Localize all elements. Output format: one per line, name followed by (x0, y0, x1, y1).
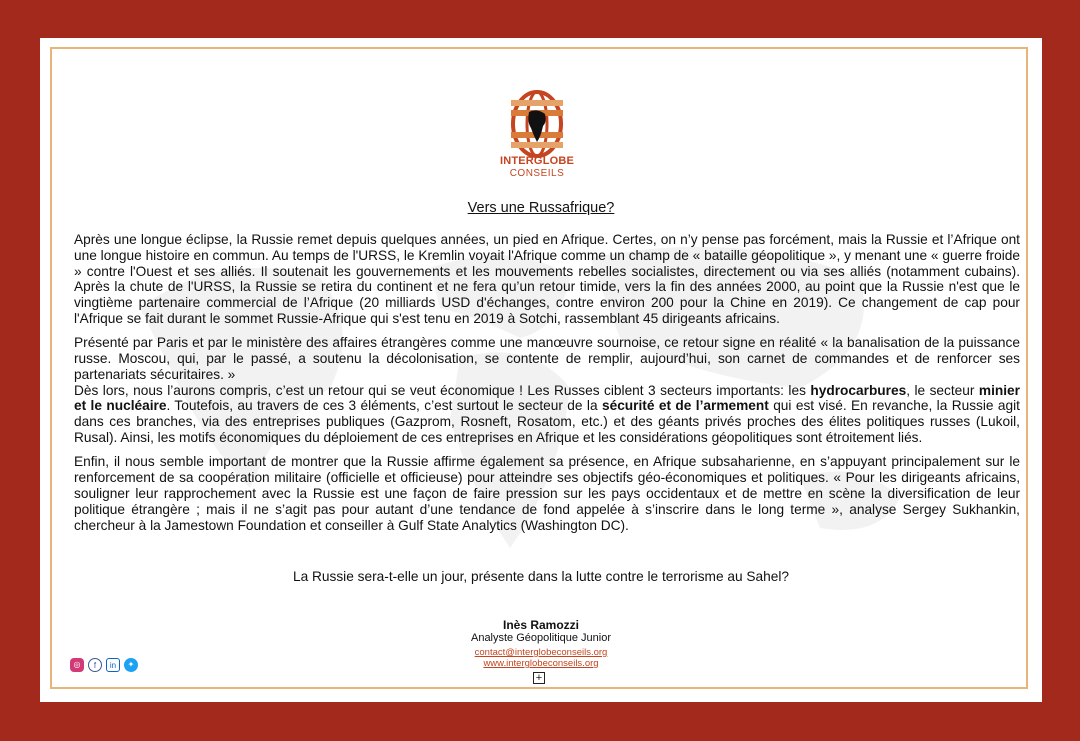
brand-name: INTERGLOBE (499, 155, 575, 167)
website-link[interactable]: www.interglobeconseils.org (483, 658, 599, 669)
linkedin-icon[interactable]: in (106, 658, 120, 672)
instagram-icon[interactable]: ◎ (70, 658, 84, 672)
social-links (70, 658, 138, 672)
article-title: Vers une Russafrique? (467, 200, 615, 216)
paragraph-presentation: Présenté par Paris et par le ministère des affaires étrangères comme une manœuvre sournoise, ce retour signe en réalité « la banalisation de la puissance russe. Moscou, qui, par le passé, a soutenu la décolonisation, se contente de remplir, aujourd’hui, son carnet de commandes et de renforcer ses partenariats sécuritaires. » (74, 335, 1020, 382)
author-name: Inès Ramozzi (502, 618, 580, 632)
document-card (40, 38, 1042, 702)
article-body (74, 232, 1020, 542)
twitter-icon[interactable]: ✦ (124, 658, 138, 672)
bold-securite-armement: sécurité et de l’armement (601, 398, 769, 414)
paragraph-intro: Après une longue éclipse, la Russie remet depuis quelques années, un pied en Afrique. Certes, on n’y pense pas forcément, mais la Russie et l’Afrique ont une longue histoire en commun. Au temps de l'URSS, le Kremlin voyait l'Afrique comme un champ de « bataille géopolitique », y menant une « guerre froide » contre l'Ouest et ses alliés. Il soutenait les gouvernements et les mouvements rebelles socialistes, directement ou via ses alliés (notamment cubains). Après la chute de l'URSS, la Russie se retira du continent et ne fera qu’un retour timide, vers la fin des années 2000, au point que la Russie n'est que le vingtième partenaire commercial de l’Afrique (20 milliards USD d'échanges, contre environ 200 pour la Chine en 2019). Ce changement de cap pour l'Afrique se fait durant le sommet Russie-Afrique qui s'est tenu en 2019 à Sotchi, rassemblant 45 dirigeants africains. (74, 232, 1020, 326)
brand-subtitle: CONSEILS (509, 168, 565, 179)
bold-hydrocarbures: hydrocarbures (810, 382, 907, 398)
paragraph-military: Enfin, il nous semble important de montrer que la Russie affirme également sa présence, en Afrique subsaharienne, en s’appuyant principalement sur le renforcement de sa coopération militaire (officielle et officieuse) pour atteindre ses objectifs géo-économiques et politiques. « Pour les dirigeants africains, souligner leur rapprochement avec la Russie est une façon de faire pression sur les pays occidentaux et de mettre en scène la diversification de leur politique étrangère ; mais il ne s’agit pas pour autant d’une tendance de fond appelée à s’inscrire dans le long terme », analyse Sergey Sukhankin, chercheur à la Jamestown Foundation et conseiller à Gulf State Analytics (Washington DC). (74, 454, 1020, 533)
facebook-icon[interactable]: f (88, 658, 102, 672)
paragraph-economy: Dès lors, nous l’aurons compris, c’est un retour qui se veut économique ! Les Russes ciblent 3 secteurs importants: les hydrocarbures, le secteur minier et le nucléaire. Toutefois, au travers de ces 3 éléments, c’est surtout le secteur de la sécurité et de l’armement qui est visé. En revanche, la Russie agit dans ces branches, via des entreprises publiques (Gazprom, Rosneft, Rosatom, etc.) et des géants privés proches des élites politiques russes (Lukoil, Rusal). Ainsi, les motifs économiques du déploiement de ces entreprises en Afrique et les considérations géopolitiques sont étroitement liés. (74, 382, 1020, 446)
email-link[interactable]: contact@interglobeconseils.org (474, 647, 608, 658)
expand-icon[interactable]: + (533, 672, 545, 684)
closing-question: La Russie sera-t-elle un jour, présente dans la lutte contre le terrorisme au Sahel? (292, 569, 790, 584)
author-role: Analyste Géopolitique Junior (470, 632, 612, 644)
bold-minier-nucleaire: minier et le nucléaire (74, 382, 1020, 414)
